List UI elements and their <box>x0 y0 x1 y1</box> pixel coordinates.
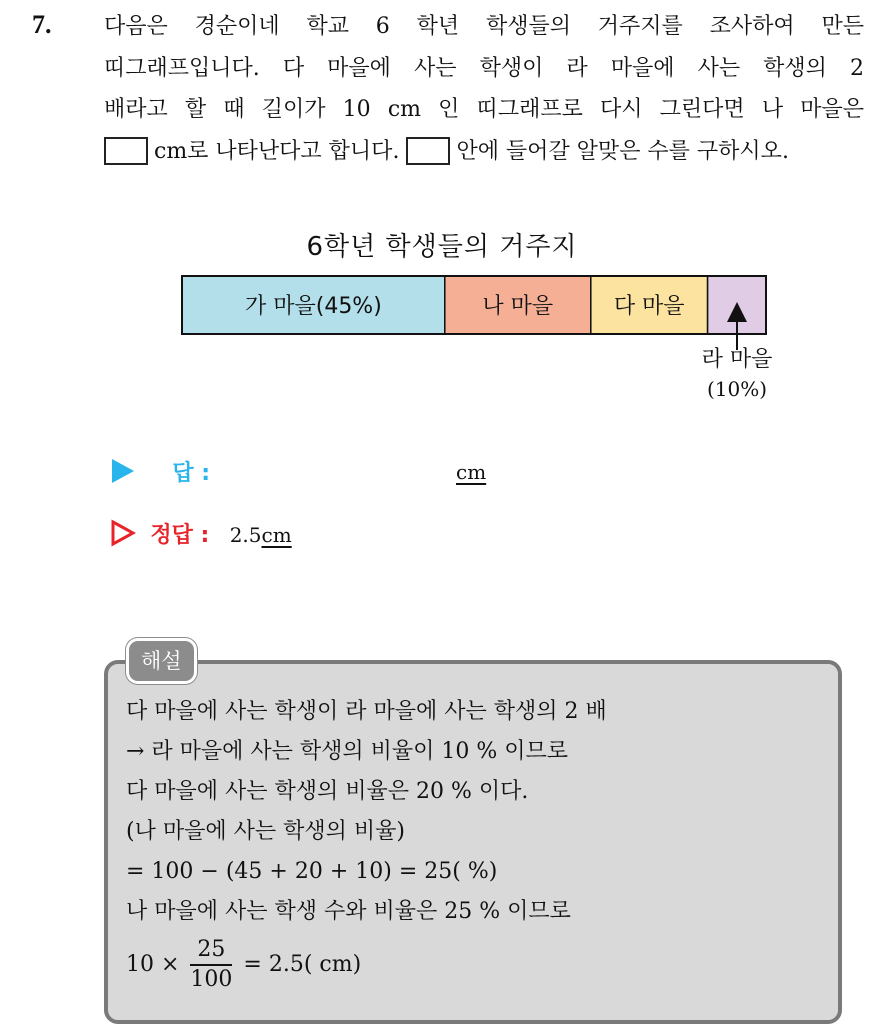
correct-answer-label: 정답 : <box>150 523 210 548</box>
question-line-2: 띠그래프입니다. 다 마을에 사는 학생이 라 마을에 사는 학생의 2 <box>104 55 864 81</box>
solution-line-3: 다 마을에 사는 학생의 비율은 20 % 이다. <box>126 779 529 804</box>
correct-answer-unit: cm <box>261 523 292 547</box>
calc-denominator: 100 <box>190 967 233 992</box>
band-segment-label-3: 다 마을 <box>613 294 685 319</box>
solution-line-2: → 라 마을에 사는 학생의 비율이 10 % 이므로 <box>126 739 569 764</box>
chart-title: 6학년 학생들의 거주지 <box>306 232 578 262</box>
question-number: 7. <box>32 10 52 39</box>
question-line-3: 배라고 할 때 길이가 10 cm 인 띠그래프로 다시 그린다면 나 마을은 <box>104 97 864 122</box>
answer-prompt-row <box>110 456 210 487</box>
play-arrow-icon <box>110 457 136 485</box>
calc-numerator: 25 <box>190 936 232 966</box>
solution-line-1: 다 마을에 사는 학생이 라 마을에 사는 학생의 2 배 <box>126 699 607 724</box>
band-segment-label-1: 가 마을(45%) <box>244 294 382 319</box>
answer-unit: cm <box>456 460 487 484</box>
answer-unit-row <box>456 460 486 484</box>
callout-label-percent: (10%) <box>706 377 768 401</box>
solution-line-4: (나 마을에 사는 학생의 비율) <box>126 819 405 844</box>
question-line-4b: 안에 들어갈 알맞은 수를 구하시오. <box>456 138 789 164</box>
question-line-1: 다음은 경순이네 학교 6 학년 학생들의 거주지를 조사하여 만든 <box>104 14 864 39</box>
question-line-4a: cm로 나타난다고 합니다. <box>154 138 400 164</box>
band-graph <box>0 0 884 420</box>
solution-tag: 해설 <box>126 638 197 684</box>
callout-label-name: 라 마을 <box>701 347 773 372</box>
answer-label: 답 : <box>172 461 211 486</box>
calc-suffix: = 2.5( cm) <box>243 952 362 977</box>
correct-answer-value: 2.5 <box>229 523 262 547</box>
correct-answer-row <box>110 518 292 549</box>
outlined-play-arrow-icon <box>110 519 136 547</box>
solution-calc-line <box>126 936 826 994</box>
calc-prefix: 10 × <box>126 952 180 977</box>
band-segment-label-2: 나 마을 <box>482 294 554 319</box>
solution-line-5: = 100 − (45 + 20 + 10) = 25( %) <box>126 859 498 884</box>
solution-text <box>126 692 826 994</box>
solution-line-6: 나 마을에 사는 학생 수와 비율은 25 % 이므로 <box>126 899 571 924</box>
calc-fraction <box>190 936 232 994</box>
